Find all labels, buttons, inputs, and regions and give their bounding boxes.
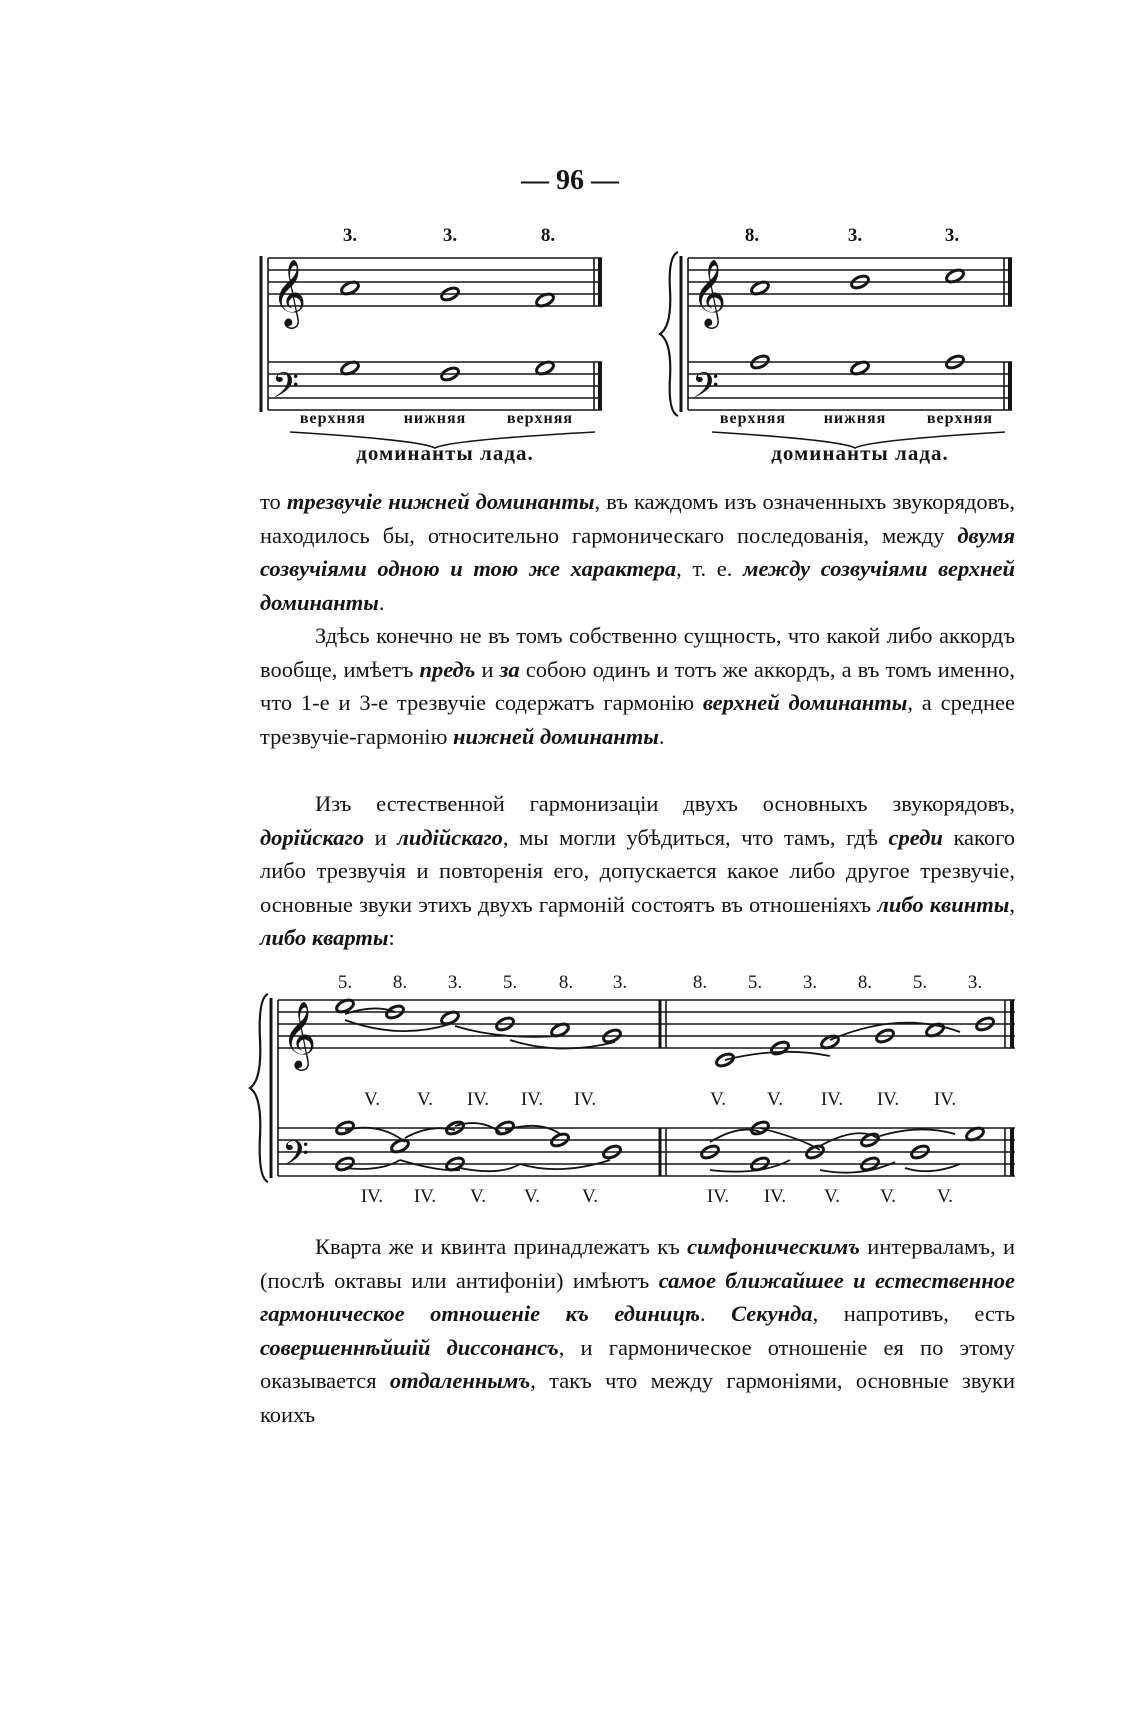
roman-numeral: V. (523, 1186, 541, 1207)
roman-numeral: IV. (466, 1089, 490, 1110)
interval-figure: 3. (612, 972, 628, 993)
interval-figure: 8. (392, 972, 408, 993)
roman-numeral: V. (936, 1186, 954, 1207)
interval-figure: 3. (847, 225, 863, 246)
roman-numeral: V. (766, 1089, 784, 1110)
roman-numeral: V. (581, 1186, 599, 1207)
interval-figure: 3. (442, 225, 458, 246)
treble-clef-icon: 𝄞 (692, 260, 727, 325)
example-caption: доминанты лада. (356, 441, 534, 465)
bass-staff-2 (278, 1128, 1015, 1176)
bass-clef-icon: 𝄢 (282, 1136, 310, 1182)
bass-clef-icon: 𝄢 (692, 368, 720, 414)
page-number: — 96 — (521, 165, 619, 196)
interval-figure: 8. (857, 972, 873, 993)
interval-figure: 8. (540, 225, 556, 246)
bass-clef-icon: 𝄢 (272, 368, 300, 414)
interval-figure: 5. (502, 972, 518, 993)
roman-numeral: IV. (413, 1186, 437, 1207)
roman-numeral: IV. (820, 1089, 844, 1110)
interval-figure: 5. (337, 972, 353, 993)
treble-staff-2 (278, 1000, 1015, 1048)
dominant-label: верхняя (719, 410, 787, 427)
roman-numeral: IV. (933, 1089, 957, 1110)
interval-figure: 3. (342, 225, 358, 246)
roman-numeral: IV. (763, 1186, 787, 1207)
treble-ties (345, 1008, 960, 1060)
interval-figure: 3. (967, 972, 983, 993)
roman-numeral: IV. (520, 1089, 544, 1110)
paragraph-4: Кварта же и квинта принадлежатъ къ симфоническимъ интерваламъ, и (послѣ октавы или антифоніи) имѣютъ самое ближайшее и естественное гармоническое отношеніе къ единицѣ. Секунда, напротивъ, есть совершеннѣйшій диссонансъ, и гармоническое отношеніе ея по этому оказывается отдаленнымъ, такъ что между гармоніями, основные звуки коихъ (260, 1234, 1016, 1427)
interval-figure: 8. (558, 972, 574, 993)
roman-numeral: V. (469, 1186, 487, 1207)
roman-numeral: IV. (360, 1186, 384, 1207)
interval-figure: 5. (747, 972, 763, 993)
interval-figure: 8. (692, 972, 708, 993)
dominant-label: верхняя (299, 410, 367, 427)
roman-numeral: V. (709, 1089, 727, 1110)
interval-figure: 5. (912, 972, 928, 993)
roman-numeral: V. (416, 1089, 434, 1110)
paragraph-2: Здѣсь конечно не въ томъ собственно сущность, что какой либо аккордъ вообще, имѣетъ предъ и за собою одинъ и тотъ же аккордъ, а въ томъ именно, что 1-е и 3-е трезвучіе содержатъ гармонію верхней доминанты, а среднее трезвучіе-гармонію нижней доминанты. (260, 623, 1016, 749)
roman-numeral: V. (823, 1186, 841, 1207)
dominant-label: верхняя (506, 410, 574, 427)
paragraph-1: то трезвучіе нижней доминанты, въ каждомъ изъ означенныхъ звукорядовъ, находилось бы, относительно гармоническаго последованія, между двумя созвучіями одною и тою же характера, т. е. между созвучіями верхней доминанты. (260, 489, 1015, 615)
roman-numeral: IV. (706, 1186, 730, 1207)
roman-numeral: V. (879, 1186, 897, 1207)
treble-clef-icon: 𝄞 (282, 1002, 317, 1067)
paragraph-3: Изъ естественной гармонизаціи двухъ основныхъ звукорядовъ, дорійскаго и лидійскаго, мы могли убѣдиться, что тамъ, гдѣ среди какого либо трезвучія и повторенія его, допускается какое либо другое трезвучіе, основные звуки этихъ двухъ гармоній состоятъ въ отношеніяхъ либо квинты, либо кварты: (260, 791, 1016, 950)
dominant-label: нижняя (403, 410, 467, 427)
interval-figure: 3. (944, 225, 960, 246)
interval-figure: 3. (447, 972, 463, 993)
roman-numeral: IV. (573, 1089, 597, 1110)
interval-figure: 3. (802, 972, 818, 993)
roman-numeral: V. (363, 1089, 381, 1110)
system-brace-2 (250, 994, 268, 1182)
roman-numeral: IV. (876, 1089, 900, 1110)
dominant-label: верхняя (926, 410, 994, 427)
bass-ties (345, 1123, 960, 1173)
treble-notes-2 (335, 998, 996, 1069)
example-caption: доминанты лада. (771, 441, 949, 465)
dominant-label: нижняя (823, 410, 887, 427)
treble-clef-icon: 𝄞 (272, 260, 307, 325)
interval-figure: 8. (744, 225, 760, 246)
